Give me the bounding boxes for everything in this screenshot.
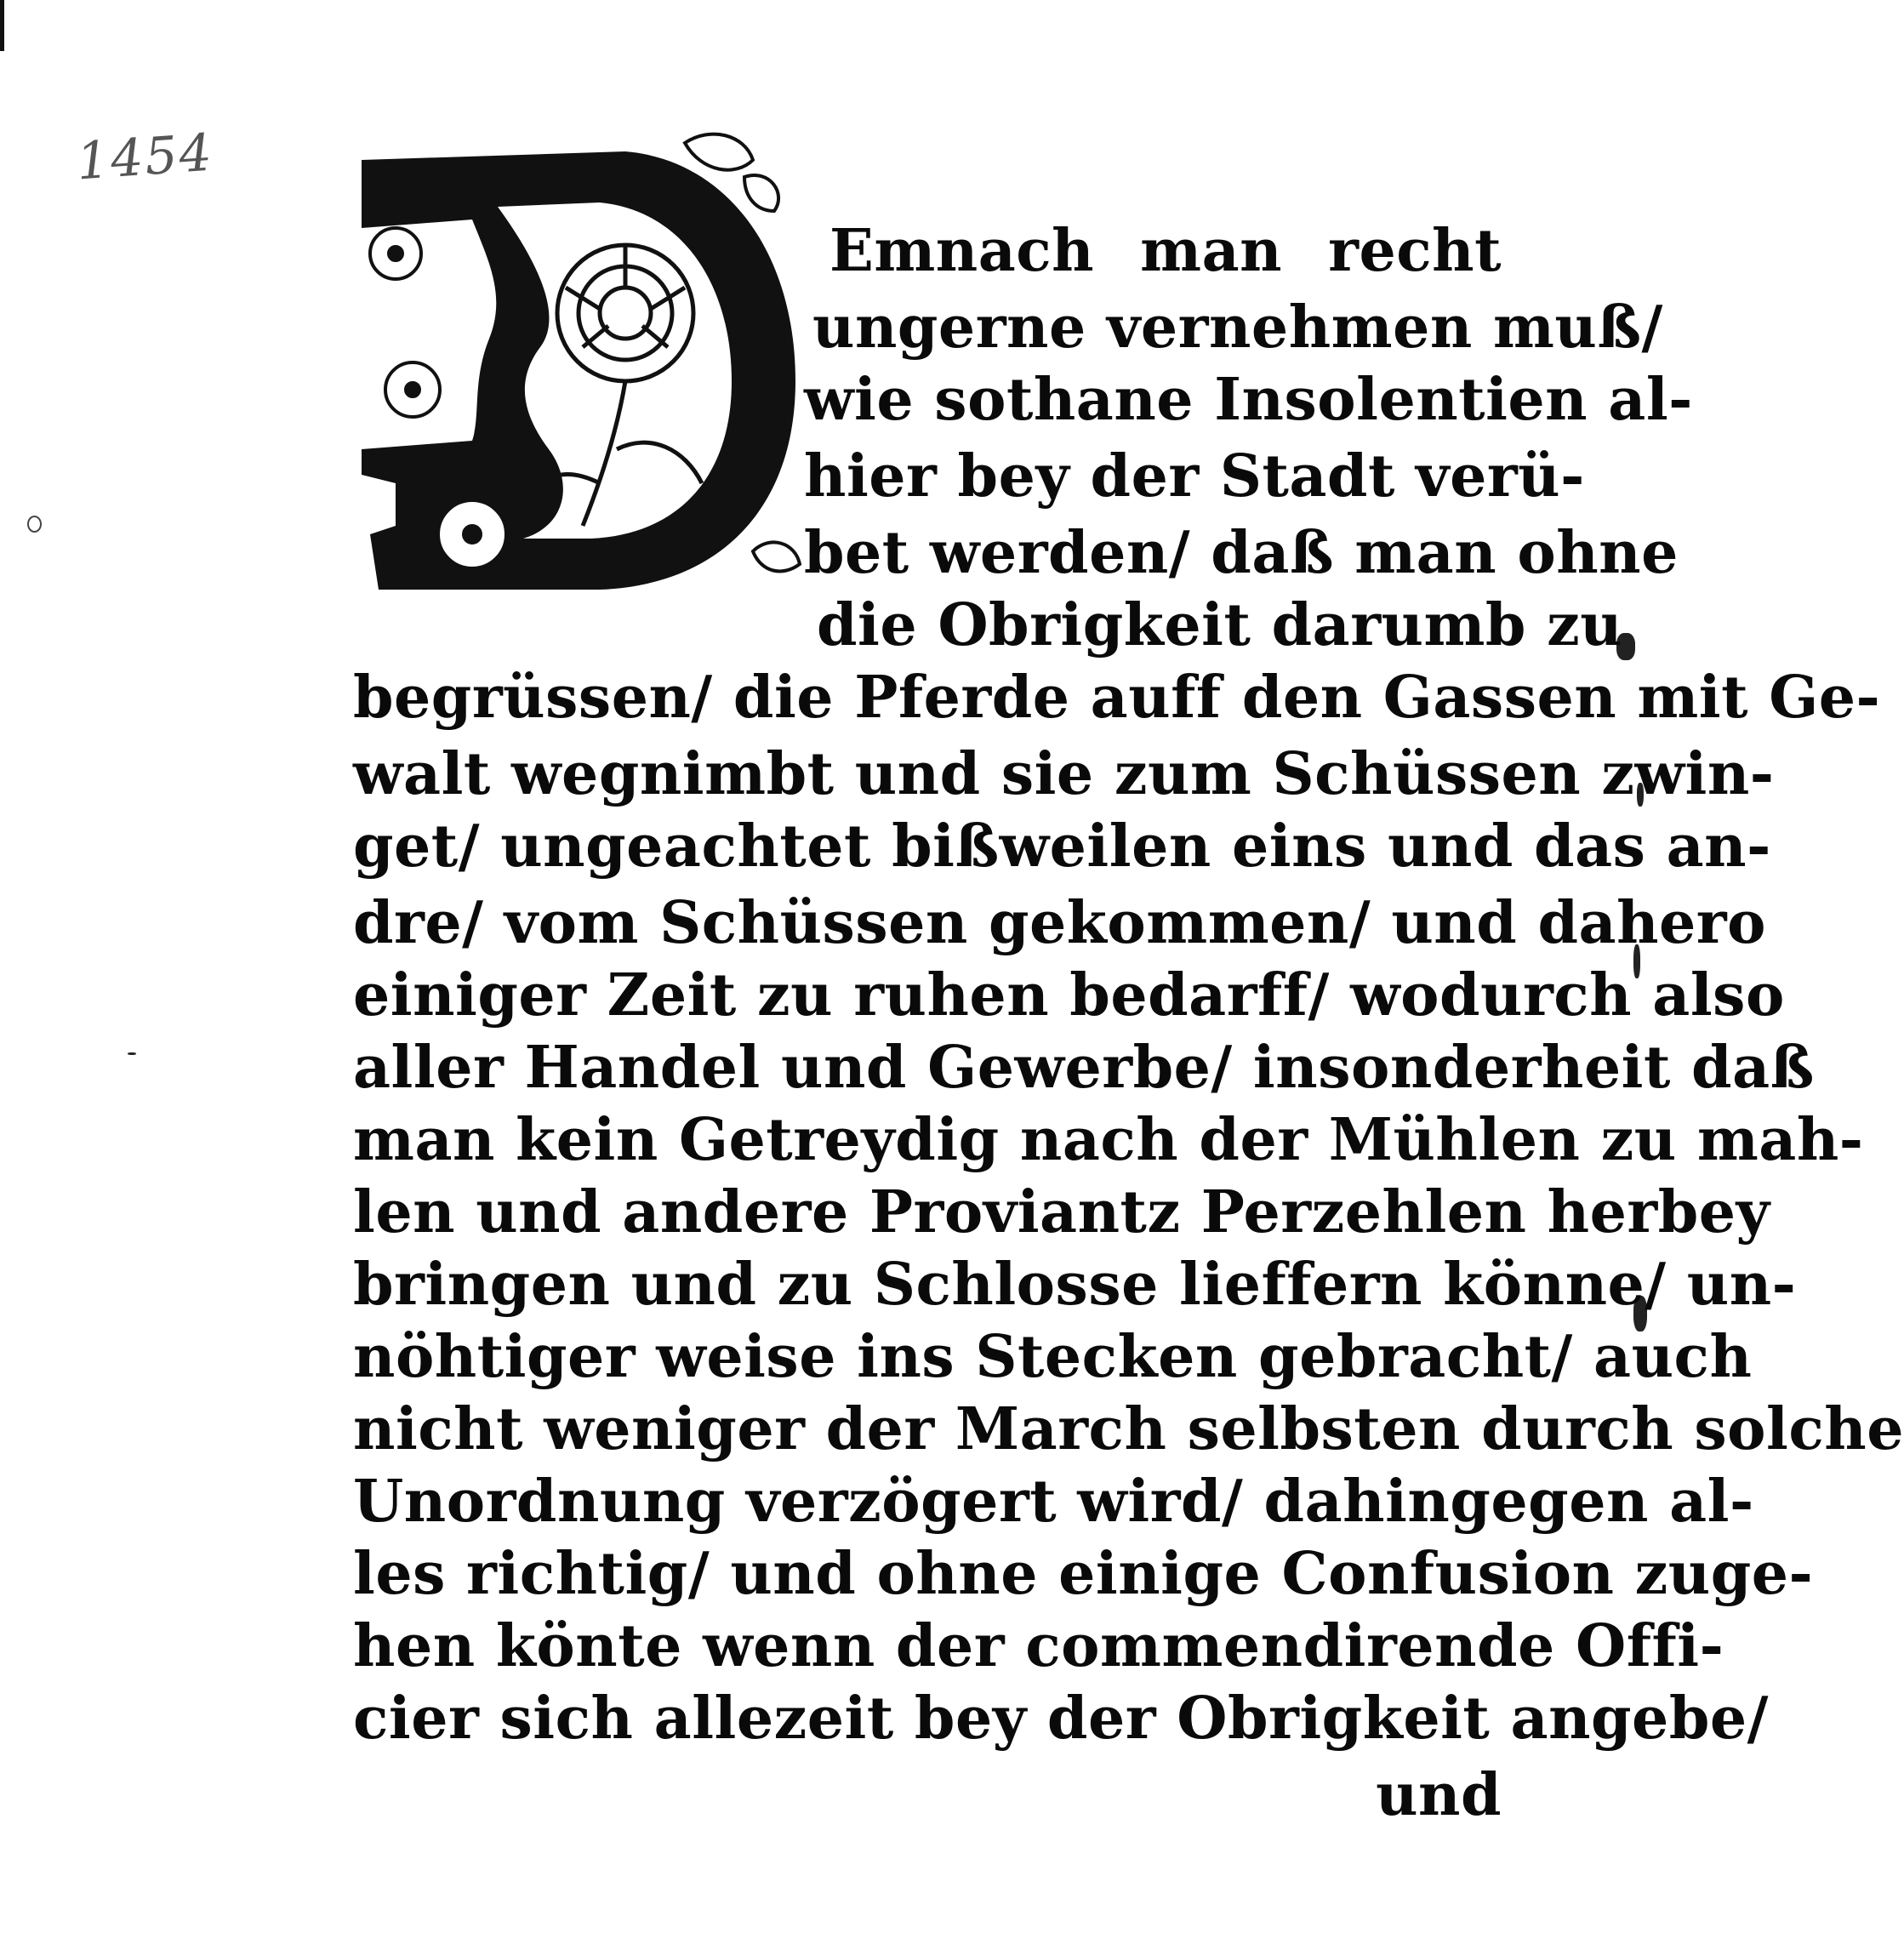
text-line: Unordnung verzögert wird/ dahingegen al- bbox=[353, 1468, 1754, 1536]
text-line: Emnach man recht bbox=[829, 217, 1502, 285]
text-line: nicht weniger der March selbsten durch solche bbox=[353, 1395, 1904, 1463]
text-line: man kein Getreydig nach der Mühlen zu mah- bbox=[353, 1106, 1864, 1174]
text-line: get/ ungeachtet bißweilen eins und das an- bbox=[353, 813, 1771, 881]
text-line: len und andere Proviantz Perzehlen herbey bbox=[353, 1178, 1770, 1246]
text-line: nöhtiger weise ins Stecken gebracht/ auch bbox=[353, 1323, 1753, 1391]
text-line: bringen und zu Schlosse lieffern könne/ un- bbox=[353, 1251, 1797, 1319]
catchword: und bbox=[1376, 1761, 1502, 1829]
text-line: hier bey der Stadt verü- bbox=[804, 442, 1585, 510]
text-line: ungerne vernehmen muß/ bbox=[812, 294, 1663, 362]
text-line: cier sich allezeit bey der Obrigkeit angebe/ bbox=[353, 1685, 1769, 1753]
text-line: begrüssen/ die Pferde auff den Gassen mit Ge- bbox=[353, 664, 1881, 732]
handwritten-margin-note: 1454 bbox=[74, 123, 215, 192]
text-line: les richtig/ und ohne einige Confusion zuge- bbox=[353, 1540, 1814, 1608]
text-line: aller Handel und Gewerbe/ insonderheit daß bbox=[353, 1034, 1815, 1102]
text-line: einiger Zeit zu ruhen bedarff/ wodurch also bbox=[353, 961, 1785, 1029]
text-line: bet werden/ daß man ohne bbox=[804, 519, 1679, 587]
text-line: hen könte wenn der commendirende Offi- bbox=[353, 1612, 1724, 1680]
text-line: dre/ vom Schüssen gekommen/ und dahero bbox=[353, 889, 1766, 957]
text-line: die Obrigkeit darumb zu bbox=[817, 591, 1623, 659]
text-line: wie sothane Insolentien al- bbox=[804, 366, 1693, 434]
text-line: walt wegnimbt und sie zum Schüssen zwin- bbox=[353, 740, 1775, 808]
